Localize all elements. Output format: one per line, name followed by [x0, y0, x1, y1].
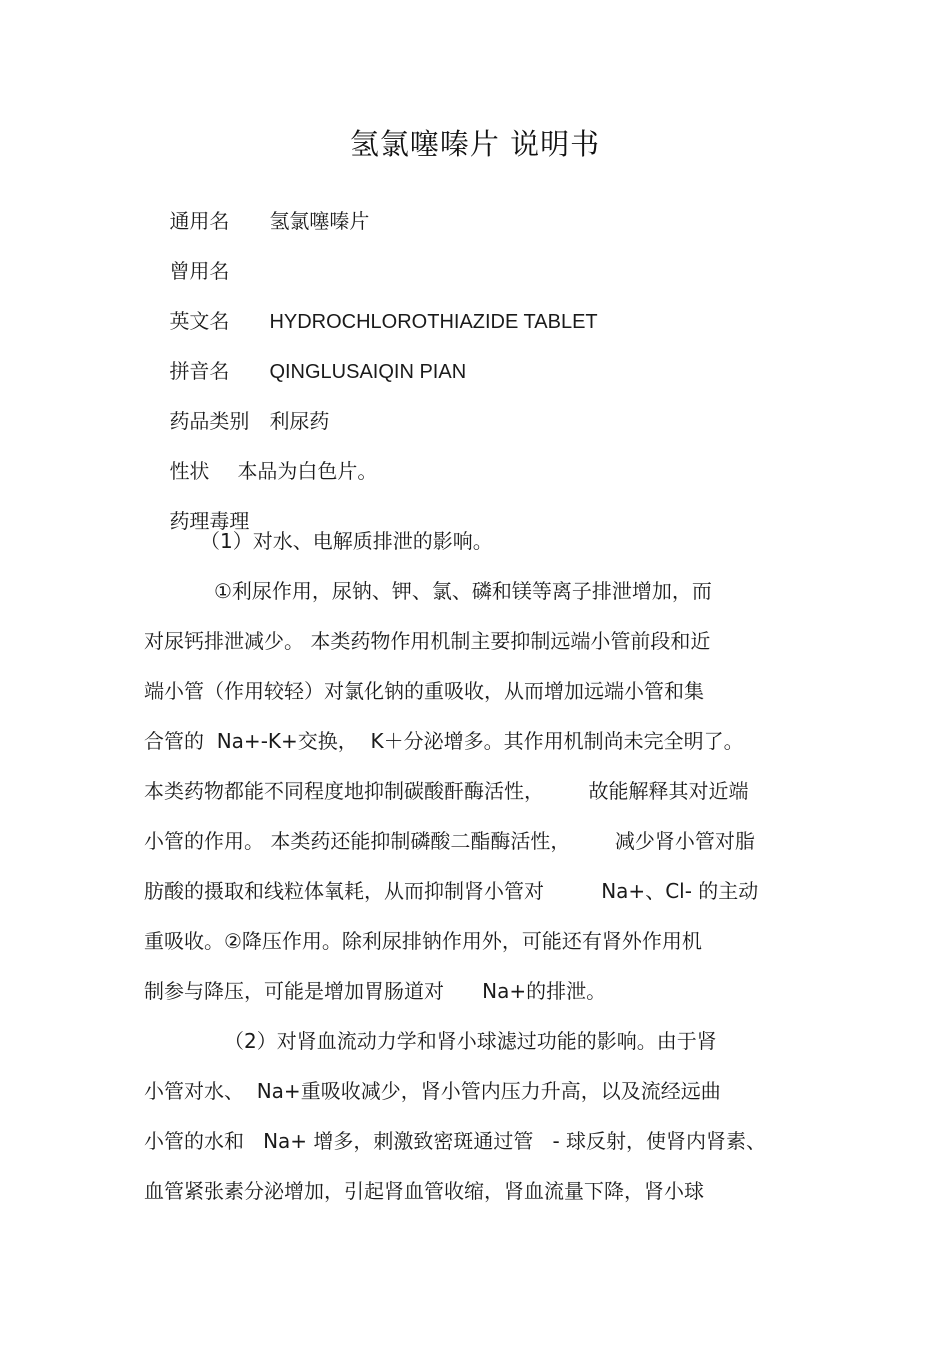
body-line: 小管的作用。 本类药还能抑制磷酸二酯酶活性， 减少肾小管对脂 — [144, 829, 755, 853]
body-line: 合管的 Na+-K+交换， K＋分泌增多。其作用机制尚未完全明了。 — [144, 729, 744, 753]
body-line: （2）对肾血流动力学和肾小球滤过功能的影响。由于肾 — [224, 1029, 717, 1053]
field-value: 氢氯噻嗪片 — [269, 209, 370, 233]
field-label: 通用名 — [169, 209, 230, 233]
field-label: 药品类别 — [169, 409, 250, 433]
field-label: 药理毒理 — [169, 509, 250, 533]
field-label: 曾用名 — [169, 259, 230, 283]
body-line: 肪酸的摄取和线粒体氧耗，从而抑制肾小管对 Na+、Cl- 的主动 — [144, 879, 759, 903]
body-line: 小管对水、 Na+重吸收减少，肾小管内压力升高，以及流经远曲 — [144, 1079, 721, 1103]
body-line: 血管紧张素分泌增加，引起肾血管收缩，肾血流量下降，肾小球 — [144, 1179, 704, 1203]
body-line: 本类药物都能不同程度地抑制碳酸酐酶活性， 故能解释其对近端 — [144, 779, 749, 803]
field-value: 利尿药 — [269, 409, 330, 433]
field-value: QINGLUSAIQIN PIAN — [269, 361, 467, 383]
field-value: 本品为白色片。 — [237, 459, 378, 483]
field-value: HYDROCHLOROTHIAZIDE TABLET — [269, 311, 598, 333]
body-line: 制参与降压，可能是增加胃肠道对 Na+的排泄。 — [144, 979, 607, 1003]
body-line: 重吸收。②降压作用。除利尿排钠作用外，可能还有肾外作用机 — [144, 929, 702, 953]
body-line: 小管的水和 Na+ 增多，刺激致密斑通过管 - 球反射，使肾内肾素、 — [144, 1129, 767, 1153]
body-line: 端小管（作用较轻）对氯化钠的重吸收，从而增加远端小管和集 — [144, 679, 704, 703]
body-line: ①利尿作用，尿钠、钾、氯、磷和镁等离子排泄增加，而 — [214, 579, 712, 603]
body-line: （1）对水、电解质排泄的影响。 — [200, 529, 493, 553]
field-label: 性状 — [169, 459, 210, 483]
document-title: 氢氯噻嗪片 说明书 — [349, 127, 601, 161]
field-label: 英文名 — [169, 309, 230, 333]
body-line: 对尿钙排泄减少。 本类药物作用机制主要抑制远端小管前段和近 — [144, 629, 711, 653]
field-label: 拼音名 — [169, 359, 230, 383]
